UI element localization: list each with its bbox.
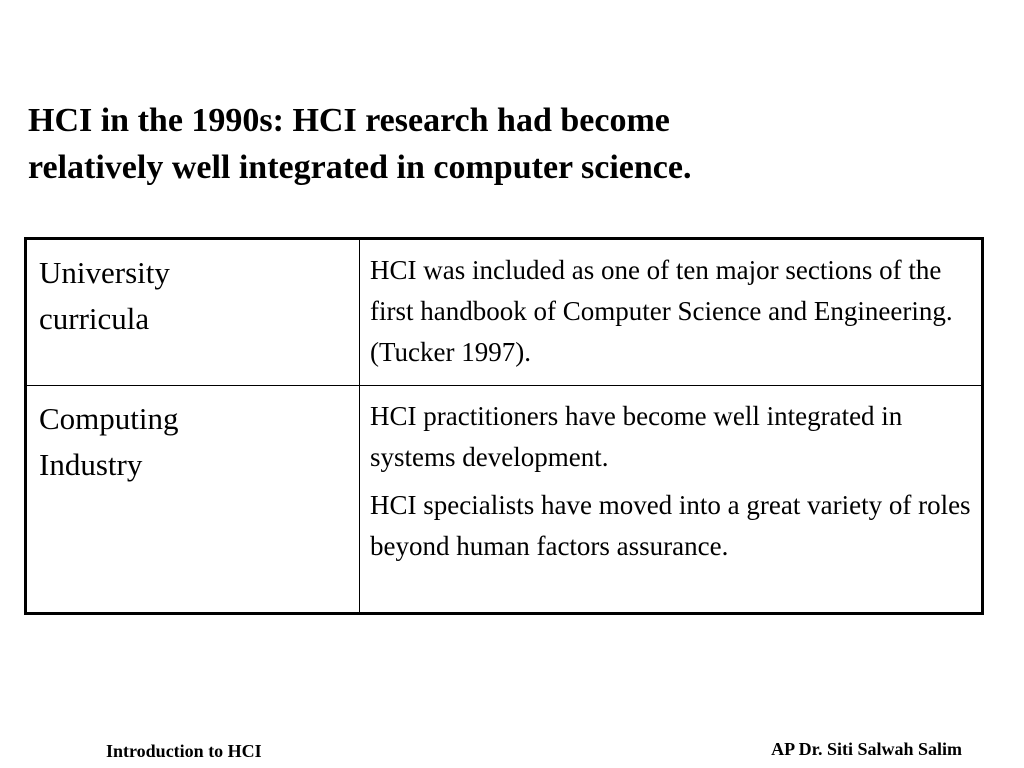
content-table xyxy=(24,237,984,615)
table-row-computing-industry xyxy=(26,386,983,614)
table-row-university-curricula xyxy=(26,239,983,386)
row-label-cell xyxy=(26,239,360,386)
slide-title xyxy=(28,97,928,191)
row-description-text: HCI specialists have moved into a great variety of roles beyond human factors assurance. xyxy=(370,490,971,561)
row-description-text: HCI was included as one of ten major sections of the first handbook of Computer Science and Engineering. (Tucker 1997). xyxy=(370,255,953,367)
row-description-text: HCI practitioners have become well integrated in systems development. xyxy=(370,401,903,472)
row-description-cell xyxy=(360,386,983,614)
slide-title-line-1: HCI in the 1990s: HCI research had become xyxy=(28,102,670,139)
footer-course-title: Introduction to HCI xyxy=(106,741,262,761)
row-label-line-1: Computing xyxy=(39,401,179,436)
row-label-line-2: curricula xyxy=(39,301,150,336)
row-label-line-2: Industry xyxy=(39,447,143,482)
row-label-line-1: University xyxy=(39,255,170,290)
footer-author: AP Dr. Siti Salwah Salim xyxy=(771,739,962,759)
row-label-cell xyxy=(26,386,360,614)
row-description-cell xyxy=(360,239,983,386)
slide-title-line-2: relatively well integrated in computer science. xyxy=(28,149,692,186)
